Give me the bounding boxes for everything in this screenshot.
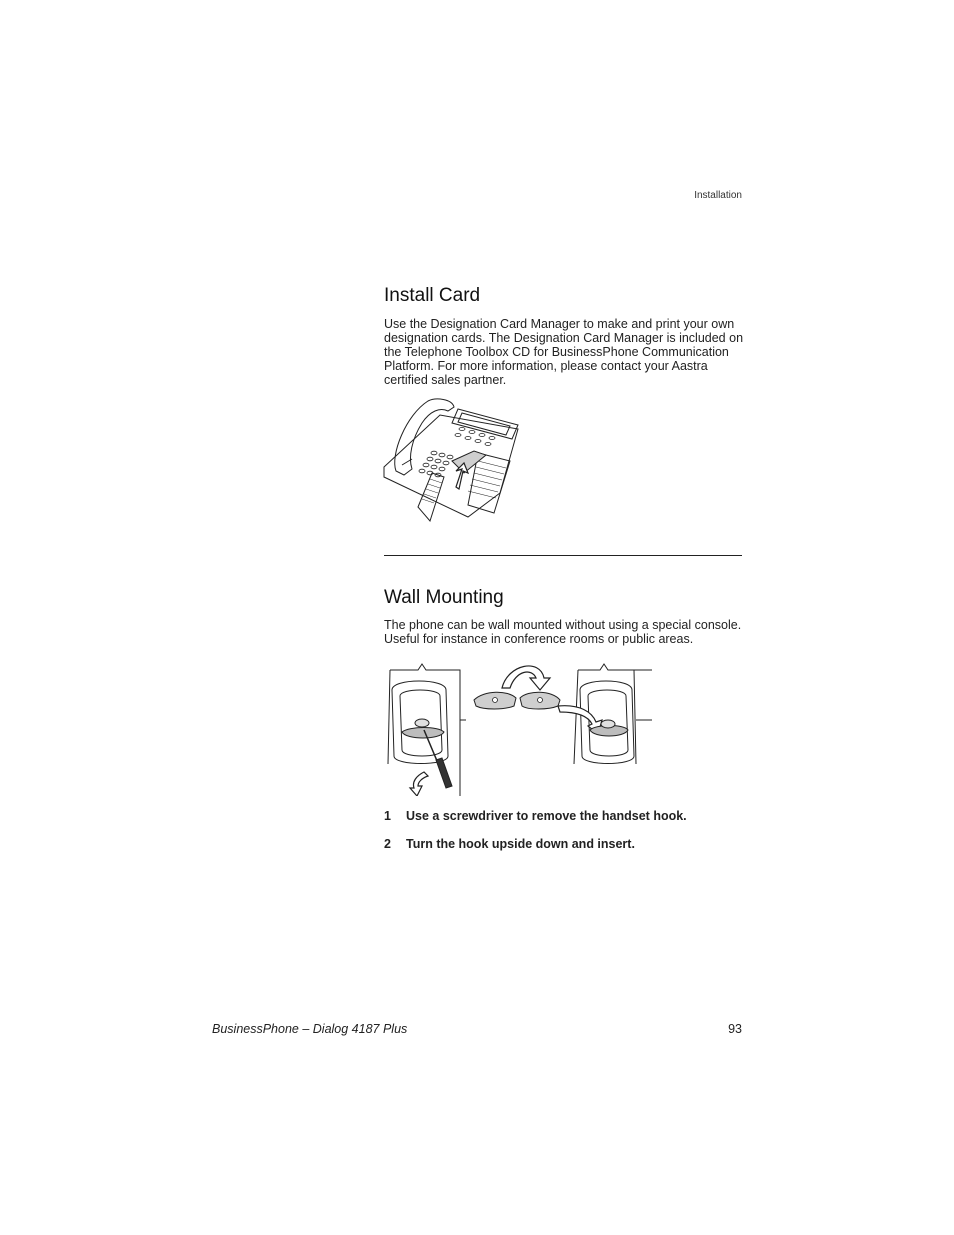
step-text: Use a screwdriver to remove the handset hook. <box>406 809 687 823</box>
wall-mounting-paragraph: The phone can be wall mounted without using a special console. Useful for instance in conference rooms or public areas. <box>384 618 742 646</box>
step-number: 2 <box>384 837 391 851</box>
step-text: Turn the hook upside down and insert. <box>406 837 635 851</box>
wall-mount-hook-illustration <box>384 660 656 796</box>
section-divider <box>384 555 742 556</box>
install-card-heading: Install Card <box>384 285 481 306</box>
step-item <box>384 837 635 851</box>
install-card-paragraph: Use the Designation Card Manager to make and print your own designation cards. The Designation Card Manager is included on the Telephone Toolbox CD for BusinessPhone Communication Platform. For more information, please contact your Aastra certified sales partner. <box>384 317 744 387</box>
step-number: 1 <box>384 809 391 823</box>
footer-page-number: 93 <box>728 1022 742 1036</box>
wall-mounting-heading: Wall Mounting <box>384 587 504 608</box>
step-item <box>384 809 687 823</box>
section-header-label: Installation <box>694 190 742 201</box>
phone-card-insert-illustration <box>382 395 522 523</box>
footer-document-title: BusinessPhone – Dialog 4187 Plus <box>212 1022 408 1036</box>
